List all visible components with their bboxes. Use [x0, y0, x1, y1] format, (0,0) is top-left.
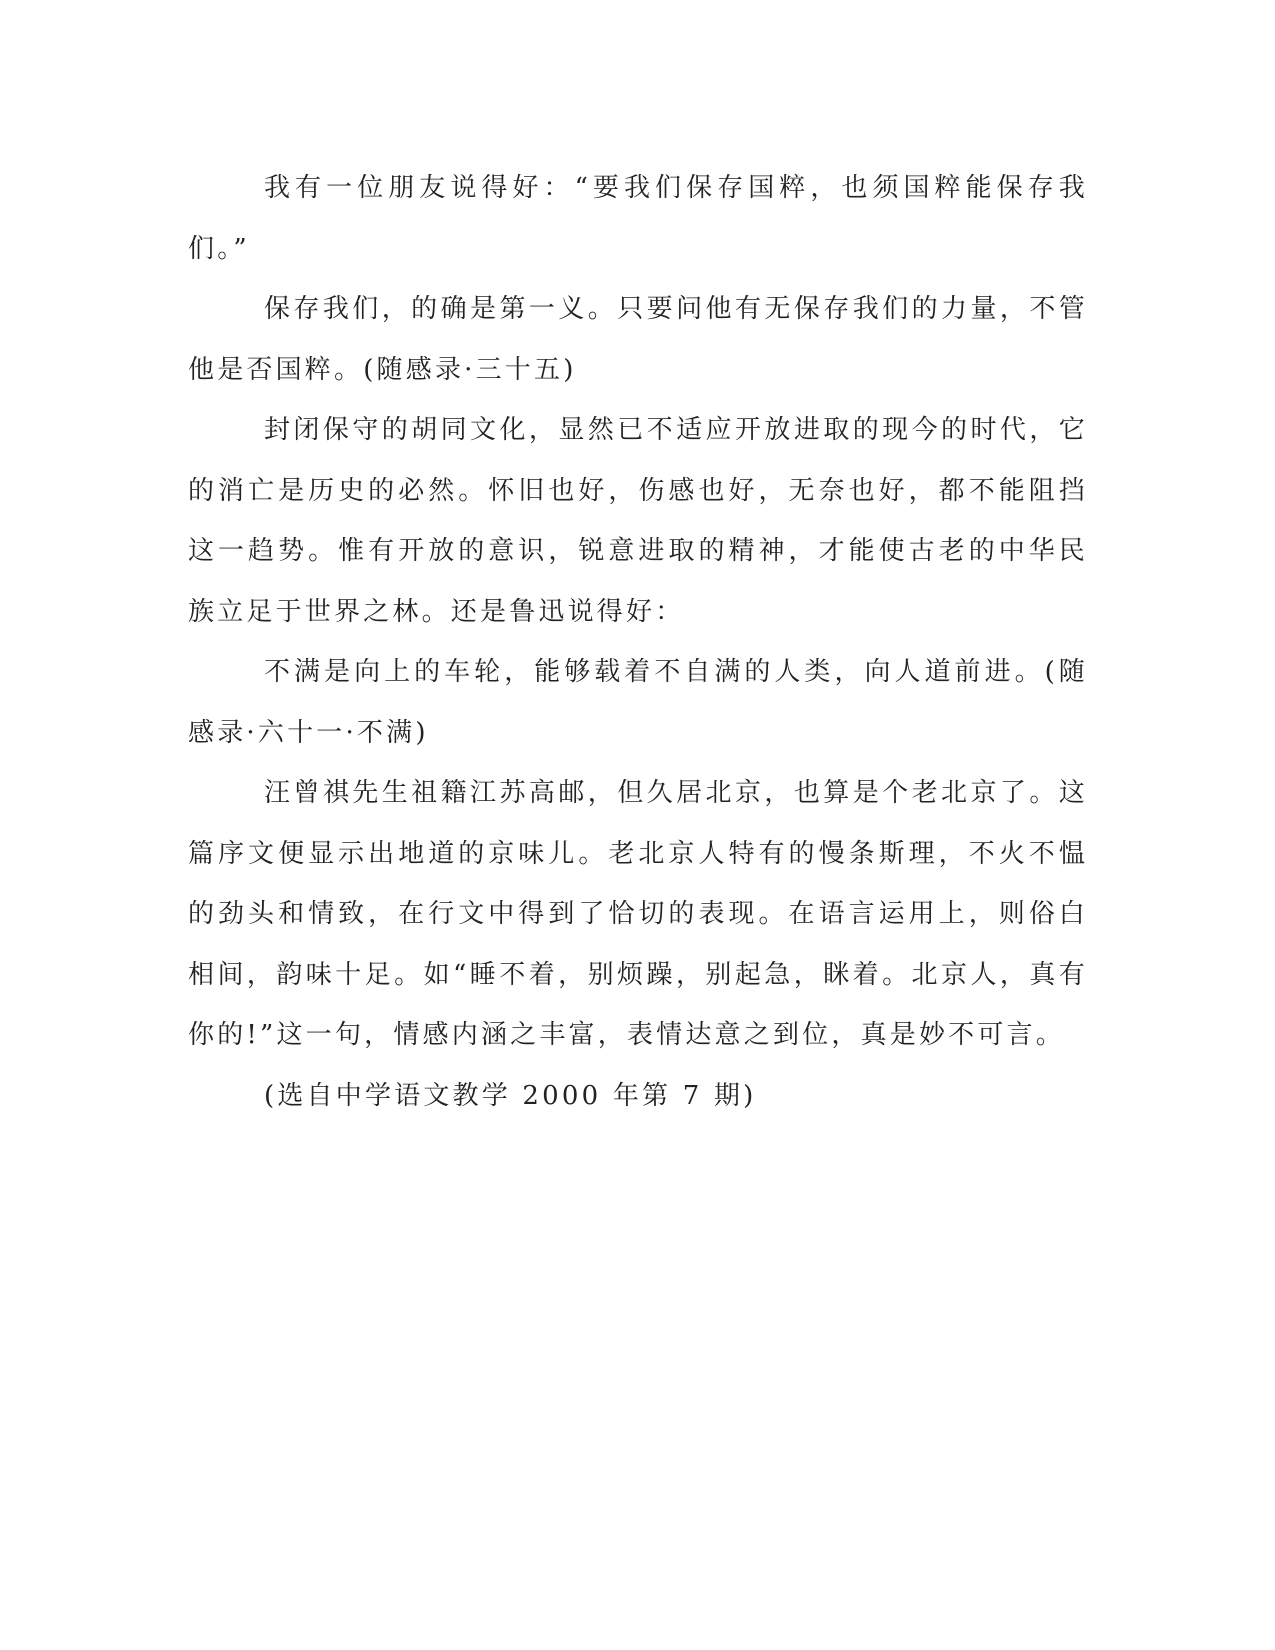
paragraph-preserve-us: 保存我们，的确是第一义。只要问他有无保存我们的力量，不管他是否国粹。(随感录·三十五) [188, 294, 1088, 385]
paragraph-wang-zengqi: 汪曾祺先生祖籍江苏高邮，但久居北京，也算是个老北京了。这篇序文便显示出地道的京味儿。老北京人特有的慢条斯理，不火不愠的劲头和情致，在行文中得到了恰切的表现。在语言运用上，则俗白相间，韵味十足。如“睡不着，别烦躁，别起急，眯着。北京人，真有你的!”这一句，情感内涵之丰富，表情达意之到位，真是妙不可言。 [188, 778, 1088, 1050]
paragraph-friend-quote: 我有一位朋友说得好：“要我们保存国粹，也须国粹能保存我们。” [188, 173, 1088, 264]
paragraph-hutong-culture: 封闭保守的胡同文化，显然已不适应开放进取的现今的时代，它的消亡是历史的必然。怀旧也好，伤感也好，无奈也好，都不能阻挡这一趋势。惟有开放的意识，锐意进取的精神，才能使古老的中华民族立足于世界之林。还是鲁迅说得好： [188, 415, 1088, 627]
article-body [188, 158, 1088, 1126]
paragraph-discontent-quote: 不满是向上的车轮，能够载着不自满的人类，向人道前进。(随感录·六十一·不满) [188, 657, 1088, 748]
paragraph-source-citation: (选自中学语文教学 2000 年第 7 期) [264, 1080, 757, 1111]
